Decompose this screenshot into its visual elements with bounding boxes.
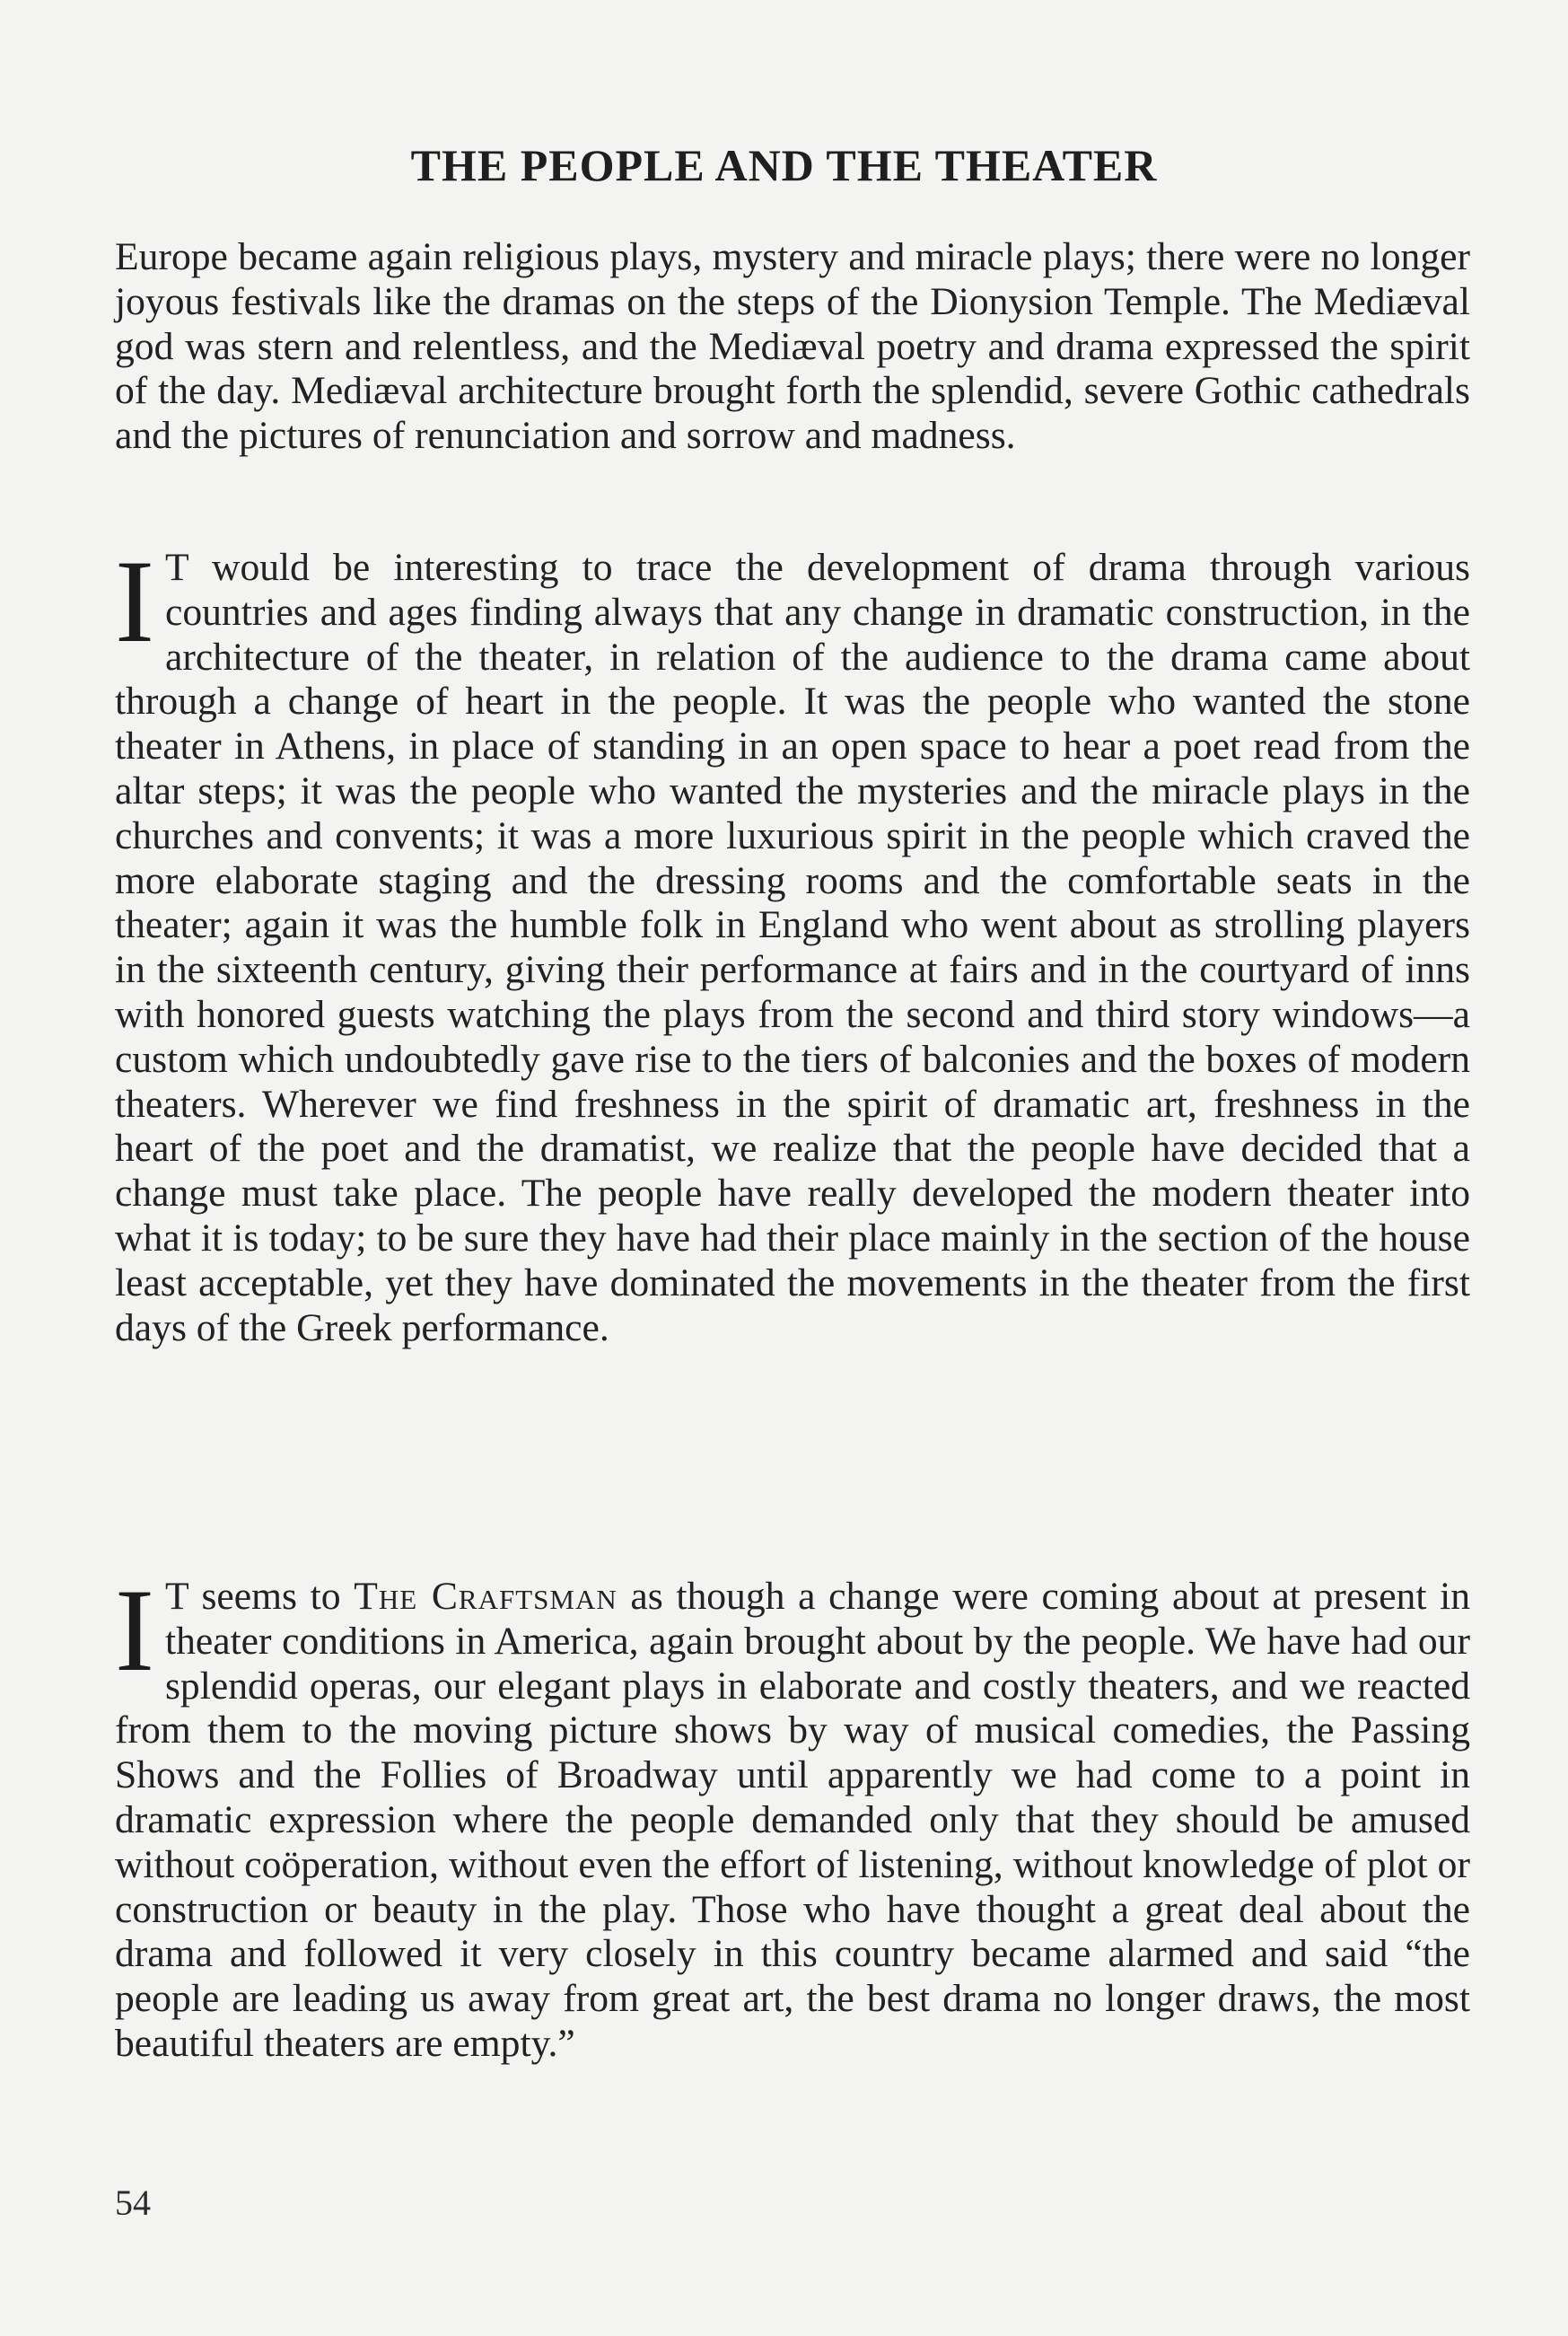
running-head: THE PEOPLE AND THE THEATER xyxy=(410,140,1158,190)
paragraph-continued: Europe became again religious plays, mystery and miracle plays; there were no longer joyous festivals like the dramas on the steps of the Dionysion Temple. The Mediæval god was stern and relentless, and the Mediæval poetry and drama expressed the spirit of the day. Mediæval architecture brought forth the splendid, severe Gothic cathedrals and the pictures of renunciation and sorrow and madness. xyxy=(115,235,1470,458)
drop-cap: I xyxy=(115,1564,154,1696)
paragraph-craftsman-view xyxy=(115,1564,1471,2067)
paragraph-body: T would be interesting to trace the development of drama through various countries and ages finding always that any change in dramatic construction, in the architecture of the theater, in relation of the audience to the drama came about through a change of heart in the people. It was the people who wanted the stone theater in Athens, in place of standing in an open space to hear a poet read from the altar steps; it was the people who wanted the mysteries and the miracle plays in the churches and convents; it was a more luxurious spirit in the people which craved the more elaborate staging and the dressing rooms and the comfortable seats in the theater; again it was the humble folk in England who went about as strolling players in the sixteenth century, giving their performance at fairs and in the courtyard of inns with honored guests watching the plays from the second and third story windows—a custom which undoubtedly gave rise to the tiers of balconies and the boxes of modern theaters. Wherever we find freshness in the spirit of dramatic art, freshness in the heart of the poet and the dramatist, we realize that the people have decided that a change must take place. The people have really developed the modern theater into what it is today; to be sure they have had their place mainly in the section of the house least acceptable, yet they have dominated the movements in the theater from the first days of the Greek performance. xyxy=(115,546,1470,1349)
paragraph-body: as though a change were coming about at present in theater conditions in America, again brought about by the people. We have had our splendid operas, our elegant plays in elaborate and costly theaters, and we reacted from them to the moving picture shows by way of musical comedies, the Passing Shows and the Follies of Broadway until apparently we had come to a point in dramatic expression where the people demanded only that they should be amused without coöperation, without even the effort of listening, without knowledge of plot or construction or beauty in the play. Those who have thought a great deal about the drama and followed it very closely in this country became alarmed and said “the people are leading us away from great art, the best drama no longer draws, the most beautiful theaters are empty.” xyxy=(115,1575,1471,2065)
paragraph-lead: T seems to xyxy=(164,1575,355,1618)
page-number: 54 xyxy=(115,2182,151,2223)
drop-cap: I xyxy=(115,535,154,667)
magazine-name: The Craftsman xyxy=(354,1575,618,1618)
paragraph-drama-development xyxy=(115,535,1470,1350)
